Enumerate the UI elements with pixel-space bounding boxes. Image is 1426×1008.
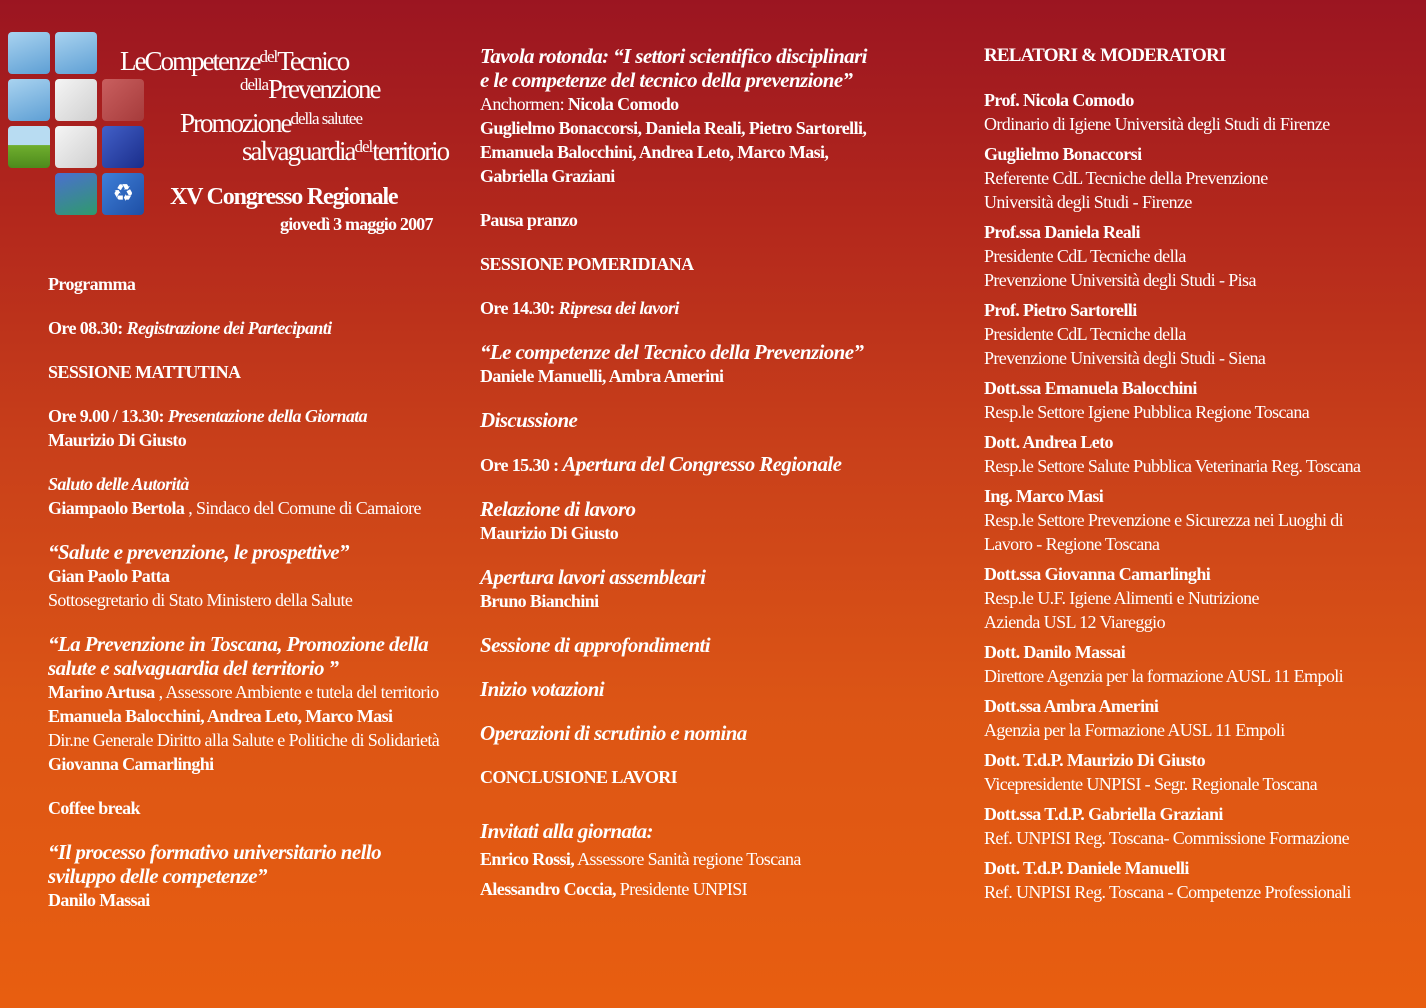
logo-line-1: LeCompetenzedelTecnico (120, 46, 349, 76)
speaker-name: Bruno Bianchini (480, 591, 599, 611)
speaker-entry (984, 430, 1414, 478)
program-column-2 (480, 44, 920, 901)
program-item-report: Relazione di lavoro (480, 497, 636, 521)
speaker-entry-name: Prof. Nicola Comodo (984, 90, 1134, 110)
speaker-name: Giovanna Camarlinghi (48, 754, 214, 774)
speaker-entry-name: Prof.ssa Daniela Reali (984, 222, 1140, 242)
speaker-entry-role: Ordinario di Igiene Università degli Studi di Firenze (984, 114, 1330, 134)
speaker-entry-name: Dott.ssa Giovanna Camarlinghi (984, 564, 1211, 584)
panel-names: Emanuela Balocchini, Andrea Leto, Marco Masi, (480, 142, 829, 162)
speaker-entry-name: Dott. Danilo Massai (984, 642, 1126, 662)
sky-tile-image (8, 32, 50, 74)
speaker-entry-role: Prevenzione Università degli Studi - Pisa (984, 270, 1256, 290)
program-item-discussion: Discussione (480, 408, 578, 432)
anchor-line: Anchormen: Nicola Comodo (480, 94, 679, 114)
speaker-entry (984, 376, 1414, 424)
speaker-entry (984, 640, 1414, 688)
talk-title: salute e salvaguardia del territorio ” (48, 656, 339, 680)
container-tile-image (55, 173, 97, 215)
speaker-list (984, 88, 1414, 904)
sky-tile-image (8, 79, 50, 121)
speaker-entry-role: Lavoro - Regione Toscana (984, 534, 1160, 554)
speaker-entry-role: Università degli Studi - Firenze (984, 192, 1192, 212)
speaker-entry-role: Azienda USL 12 Viareggio (984, 612, 1165, 632)
congress-title: XV Congresso Regionale (170, 184, 398, 210)
program-heading: Programma (48, 274, 136, 294)
speaker-role: Sottosegretario di Stato Ministero della Salute (48, 590, 353, 610)
speaker-entry (984, 856, 1414, 904)
speaker-entry (984, 298, 1414, 370)
program-item-assembly: Apertura lavori assembleari (480, 565, 706, 589)
speaker-entry (984, 802, 1414, 850)
speaker-entry (984, 562, 1414, 634)
invited-heading: Invitati alla giornata: (480, 819, 653, 843)
program-item-registration: Ore 08.30: Registrazione dei Partecipanti (48, 318, 332, 338)
speaker-entry-name: Ing. Marco Masi (984, 486, 1104, 506)
speaker-entry (984, 88, 1414, 136)
speaker-name: Gian Paolo Patta (48, 566, 170, 586)
speaker-entry-name: Dott. T.d.P. Maurizio Di Giusto (984, 750, 1206, 770)
program-item-coffee: Coffee break (48, 798, 140, 818)
logo-line-3: Promozionedella salutee (180, 108, 362, 138)
talk-title: “Le competenze del Tecnico della Prevenzione” (480, 340, 864, 364)
speaker-entry-role: Resp.le Settore Igiene Pubblica Regione Toscana (984, 402, 1310, 422)
grass-tile-image (8, 126, 50, 168)
speaker-entry-role: Agenzia per la Formazione AUSL 11 Empoli (984, 720, 1285, 740)
speaker-entry-role: Direttore Agenzia per la formazione AUSL 11 Empoli (984, 666, 1344, 686)
speaker-entry-name: Dott.ssa Ambra Amerini (984, 696, 1159, 716)
program-item-resume: Ore 14.30: Ripresa dei lavori (480, 298, 679, 318)
congress-date: giovedì 3 maggio 2007 (280, 214, 433, 234)
session-morning-heading: SESSIONE MATTUTINA (48, 362, 241, 382)
sky-tile-image (55, 32, 97, 74)
speaker-names: Emanuela Balocchini, Andrea Leto, Marco Masi (48, 706, 393, 726)
logo-line-2: dellaPrevenzione (240, 74, 380, 104)
speaker-entry-role: Resp.le U.F. Igiene Alimenti e Nutrizione (984, 588, 1259, 608)
program-item-deep-dive: Sessione di approfondimenti (480, 633, 710, 657)
speakers-heading: RELATORI & MODERATORI (984, 45, 1226, 66)
speaker-entry-role: Presidente CdL Tecniche della (984, 324, 1186, 344)
speaker-entry-name: Dott.ssa T.d.P. Gabriella Graziani (984, 804, 1223, 824)
program-item-presentation: Ore 9.00 / 13.30: Presentazione della Giornata (48, 406, 368, 426)
talk-title: “Il processo formativo universitario nello (48, 840, 381, 864)
speaker-name: Maurizio Di Giusto (48, 430, 187, 450)
speaker-entry (984, 694, 1414, 742)
roundtable-title: e le competenze del tecnico della prevenzione” (480, 68, 853, 92)
program-item-lunch: Pausa pranzo (480, 210, 578, 230)
program-item-opening: Ore 15.30 : Apertura del Congresso Regionale (480, 452, 842, 476)
program-item-counting: Operazioni di scrutinio e nomina (480, 721, 747, 745)
speaker-entry-role: Presidente CdL Tecniche della (984, 246, 1186, 266)
speaker-entry-name: Dott. T.d.P. Daniele Manuelli (984, 858, 1189, 878)
program-item-voting: Inizio votazioni (480, 677, 605, 701)
speakers-column (984, 44, 1414, 910)
invited-line: Enrico Rossi, Assessore Sanità regione Toscana (480, 849, 801, 869)
event-logo (118, 42, 463, 242)
panel-names: Guglielmo Bonaccorsi, Daniela Reali, Pietro Sartorelli, (480, 118, 867, 138)
speaker-entry (984, 484, 1414, 556)
speaker-entry-role: Referente CdL Tecniche della Prevenzione (984, 168, 1268, 188)
speaker-role: Dir.ne Generale Diritto alla Salute e Politiche di Solidarietà (48, 730, 440, 750)
document-tile-image (55, 79, 97, 121)
speaker-entry (984, 220, 1414, 292)
invited-line: Alessandro Coccia, Presidente UNPISI (480, 879, 748, 899)
roundtable-title: Tavola rotonda: “I settori scientifico disciplinari (480, 44, 867, 68)
program-item-conclusion: CONCLUSIONE LAVORI (480, 767, 678, 787)
speaker-entry-role: Ref. UNPISI Reg. Toscana- Commissione Formazione (984, 828, 1350, 848)
speaker-entry-role: Vicepresidente UNPISI - Segr. Regionale Toscana (984, 774, 1318, 794)
speaker-line: Marino Artusa , Assessore Ambiente e tutela del territorio (48, 682, 439, 702)
speaker-name: Danilo Massai (48, 890, 150, 910)
speaker-name: Maurizio Di Giusto (480, 523, 619, 543)
speaker-entry-name: Dott.ssa Emanuela Balocchini (984, 378, 1197, 398)
speaker-entry-role: Resp.le Settore Prevenzione e Sicurezza nei Luoghi di (984, 510, 1344, 530)
speaker-entry (984, 142, 1414, 214)
pencil-tile-image (55, 126, 97, 168)
speaker-entry-name: Dott. Andrea Leto (984, 432, 1113, 452)
talk-title: “Salute e prevenzione, le prospettive” (48, 540, 349, 564)
speaker-names: Daniele Manuelli, Ambra Amerini (480, 366, 724, 386)
speaker-entry-name: Prof. Pietro Sartorelli (984, 300, 1137, 320)
speaker-entry-role: Prevenzione Università degli Studi - Siena (984, 348, 1266, 368)
speaker-entry (984, 748, 1414, 796)
program-item-greetings: Saluto delle Autorità (48, 474, 189, 494)
talk-title: “La Prevenzione in Toscana, Promozione della (48, 632, 428, 656)
speaker-entry-role: Ref. UNPISI Reg. Toscana - Competenze Professionali (984, 882, 1351, 902)
speaker-line: Giampaolo Bertola , Sindaco del Comune di Camaiore (48, 498, 421, 518)
logo-line-4: salvaguardiadelterritorio (242, 136, 449, 166)
program-column-1 (48, 272, 468, 912)
panel-names: Gabriella Graziani (480, 166, 615, 186)
recycle-icon: ♻ (102, 173, 144, 215)
session-afternoon-heading: SESSIONE POMERIDIANA (480, 254, 694, 274)
speaker-entry-role: Resp.le Settore Salute Pubblica Veterinaria Reg. Toscana (984, 456, 1361, 476)
talk-title: sviluppo delle competenze” (48, 864, 267, 888)
speaker-entry-name: Guglielmo Bonaccorsi (984, 144, 1142, 164)
